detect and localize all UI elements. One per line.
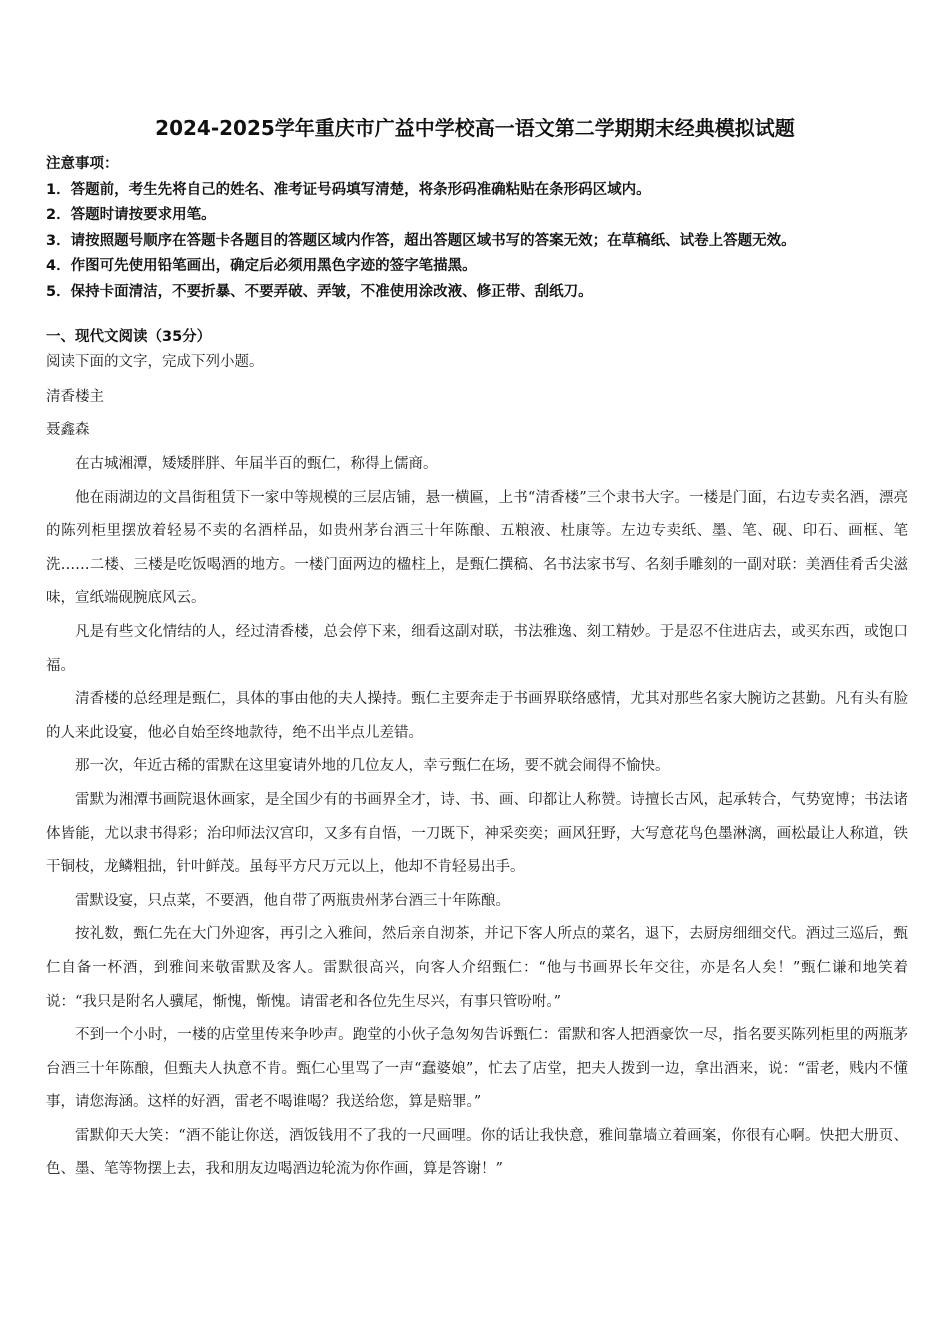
notice-item: 5．保持卡面清洁，不要折暴、不要弄破、弄皱，不准使用涂改液、修正带、刮纸刀。: [46, 283, 593, 300]
exam-title: 2024-2025学年重庆市广益中学校高一语文第二学期期末经典模拟试题: [155, 116, 795, 140]
article-paragraph: 他在雨湖边的文昌街租赁下一家中等规模的三层店铺，悬一横匾，上书“清香楼”三个隶书大字。一楼是门面，右边专卖名酒，漂亮的陈列柜里摆放着轻易不卖的名酒样品，如贵州茅台酒三十年陈酿、五粮液、杜康等。左边专卖纸、墨、笔、砚、印石、画框、笔洗……二楼、三楼是吃饭喝酒的地方。一楼门面两边的楹柱上，是甄仁撰稿、名书法家书写、名刻手雕刻的一副对联：美酒佳肴舌尖滋味，宣纸端砚腕底风云。: [46, 489, 908, 607]
section-heading: 一、现代文阅读（35分）: [46, 329, 212, 345]
article-paragraph: 雷默设宴，只点菜，不要酒，他自带了两瓶贵州茅台酒三十年陈酿。: [75, 892, 510, 909]
article-paragraph: 按礼数，甄仁先在大门外迎客，再引之入雅间，然后亲自沏茶，并记下客人所点的菜名，退下，去厨房细细交代。酒过三巡后，甄仁自备一杯酒，到雅间来敬雷默及客人。雷默很高兴，向客人介绍甄仁：“他与书画界长年交往，亦是名人矣！”甄仁谦和地笑着说：“我只是附名人骥尾，惭愧，惭愧。请雷老和各位先生尽兴，有事只管吩咐。”: [46, 926, 908, 1010]
article-title: 清香楼主: [46, 389, 104, 405]
section-instruction: 阅读下面的文字，完成下列小题。: [46, 354, 264, 370]
article-author: 聂鑫森: [46, 422, 90, 438]
notice-item: 2．答题时请按要求用笔。: [46, 207, 216, 223]
article-paragraph: 凡是有些文化情结的人，经过清香楼，总会停下来，细看这副对联，书法雅逸、刻工精妙。于是忍不住进店去，或买东西，或饱口福。: [46, 623, 908, 674]
notice-item: 4．作图可先使用铅笔画出，确定后必须用黑色字迹的签字笔描黑。: [46, 258, 477, 274]
article-paragraph: 不到一个小时，一楼的店堂里传来争吵声。跑堂的小伙子急匆匆告诉甄仁：雷默和客人把酒豪饮一尽，指名要买陈列柜里的两瓶茅台酒三十年陈酿，但甄夫人执意不肯。甄仁心里骂了一声“蠢婆娘”，忙去了店堂，把夫人拨到一边，拿出酒来，说：“雷老，贱内不懂事，请您海涵。这样的好酒，雷老不喝谁喝？我送给您，算是赔罪。”: [46, 1027, 908, 1111]
notice-heading: 注意事项：: [46, 156, 119, 172]
article-paragraph: 清香楼的总经理是甄仁，具体的事由他的夫人操持。甄仁主要奔走于书画界联络感情，尤其对那些名家大腕访之甚勤。凡有头有脸的人来此设宴，他必自始至终地款待，绝不出半点儿差错。: [46, 691, 908, 741]
article-paragraph: 雷默为湘潭书画院退休画家，是全国少有的书画界全才，诗、书、画、印都让人称赞。诗擅长古风，起承转合，气势宽博；书法诸体皆能，尤以隶书得彩；治印师法汉宫印，又多有自悟，一刀既下，神采奕奕；画风狂野，大写意花鸟色墨淋漓，画松最让人称道，铁干铜枝，龙鳞粗拙，针叶鲜茂。虽每平方尺万元以上，他却不肯轻易出手。: [46, 791, 908, 876]
article-body: [46, 448, 908, 1187]
notice-item: 3．请按照题号顺序在答题卡各题目的答题区域内作答，超出答题区域书写的答案无效；在草稿纸、试卷上答题无效。: [46, 232, 796, 249]
article-paragraph: 那一次，年近古稀的雷默在这里宴请外地的几位友人，幸亏甄仁在场，要不就会闹得不愉快。: [75, 758, 670, 775]
notice-block: [46, 152, 916, 305]
article-paragraph: 在古城湘潭，矮矮胖胖、年届半百的甄仁，称得上儒商。: [75, 456, 438, 472]
article-paragraph: 雷默仰天大笑：“酒不能让你送，酒饭钱用不了我的一尺画哩。你的话让我快意，雅间靠墙立着画案，你很有心啊。快把大册页、色、墨、笔等物摆上去，我和朋友边喝酒边轮流为你作画，算是答谢！”: [46, 1127, 908, 1178]
notice-item: 1．答题前，考生先将自己的姓名、准考证号码填写清楚，将条形码准确粘贴在条形码区域内。: [46, 181, 651, 198]
